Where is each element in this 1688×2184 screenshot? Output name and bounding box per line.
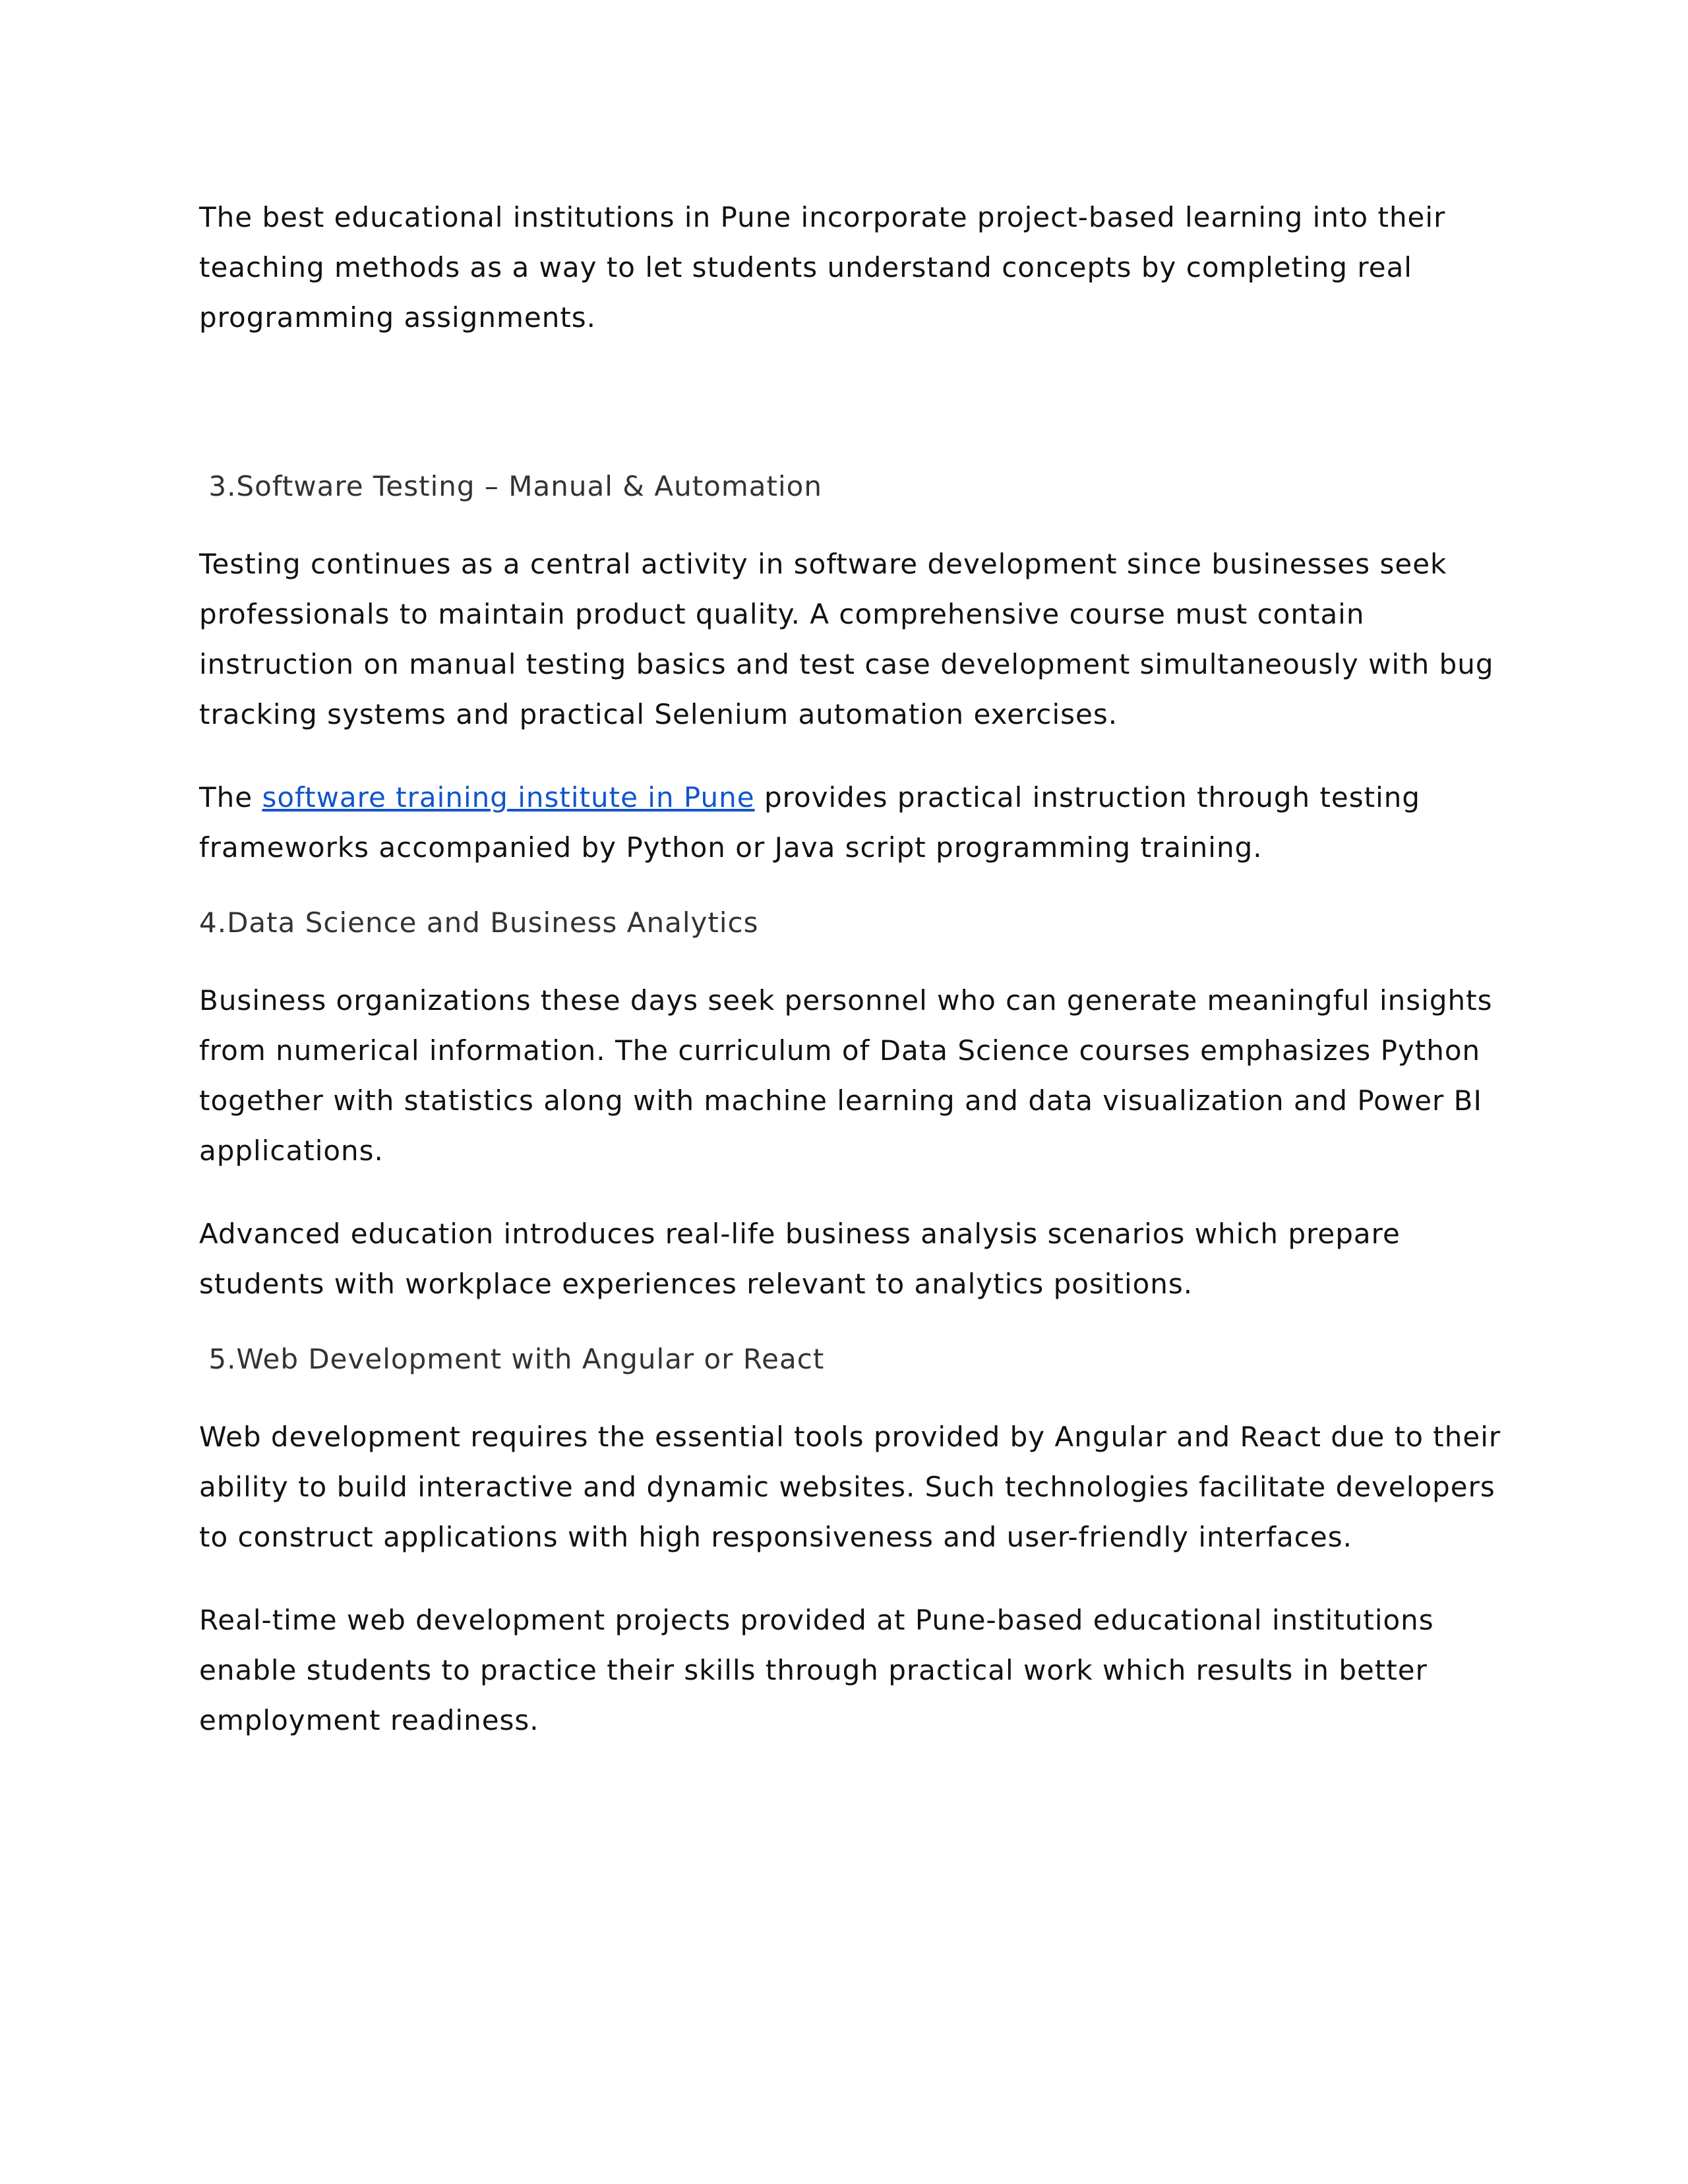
software-training-institute-link[interactable]: software training institute in Pune [262,781,755,813]
spacer [199,1309,1505,1334]
spacer [199,740,1505,773]
spacer [199,1562,1505,1595]
section-3-paragraph-2-lead: The [199,781,262,813]
section-3-paragraph-2 [199,773,1505,873]
section-4-paragraph-1: Business organizations these days seek personnel who can generate meaningful insights from numerical information. The curriculum of Data Science courses emphasizes Python together with statistics along with machine learning and data visualization and Power BI applications. [199,984,1493,1167]
section-4-paragraph-2: Advanced education introduces real-life business analysis scenarios which prepare students with workplace experiences relevant to analytics positions. [199,1218,1401,1300]
section-3-paragraph-2-rest: provides practical instruction through testing frameworks accompanied by Python or Java script programming training. [199,781,1421,864]
spacer [199,948,1505,976]
spacer [199,1384,1505,1412]
intro-paragraph: The best educational institutions in Pune incorporate project-based learning into their teaching methods as a way to let students understand concepts by completing real programming assignments. [199,201,1446,334]
section-5-heading: 5.Web Development with Angular or React [199,1343,825,1375]
spacer [199,343,1505,461]
section-5-paragraph-2: Real-time web development projects provided at Pune-based educational institutions enable students to practice their skills through practical work which results in better employment readiness. [199,1604,1434,1736]
spacer [199,1176,1505,1209]
section-4-heading: 4.Data Science and Business Analytics [199,906,759,939]
section-5-paragraph-1: Web development requires the essential tools provided by Angular and React due to their ability to build interactive and dynamic websites. Such technologies facilitate developers to construct applications with high responsiveness and user-friendly interfaces. [199,1421,1501,1553]
section-3-heading: 3.Software Testing – Manual & Automation [199,470,822,502]
spacer [199,512,1505,539]
section-3-paragraph-1: Testing continues as a central activity in software development since businesses seek professionals to maintain product quality. A comprehensive course must contain instruction on manual testing basics and test case development simultaneously with bug tracking systems and practical Selenium automation exercises. [199,548,1494,730]
document-body [199,192,1505,1746]
spacer [199,873,1505,898]
